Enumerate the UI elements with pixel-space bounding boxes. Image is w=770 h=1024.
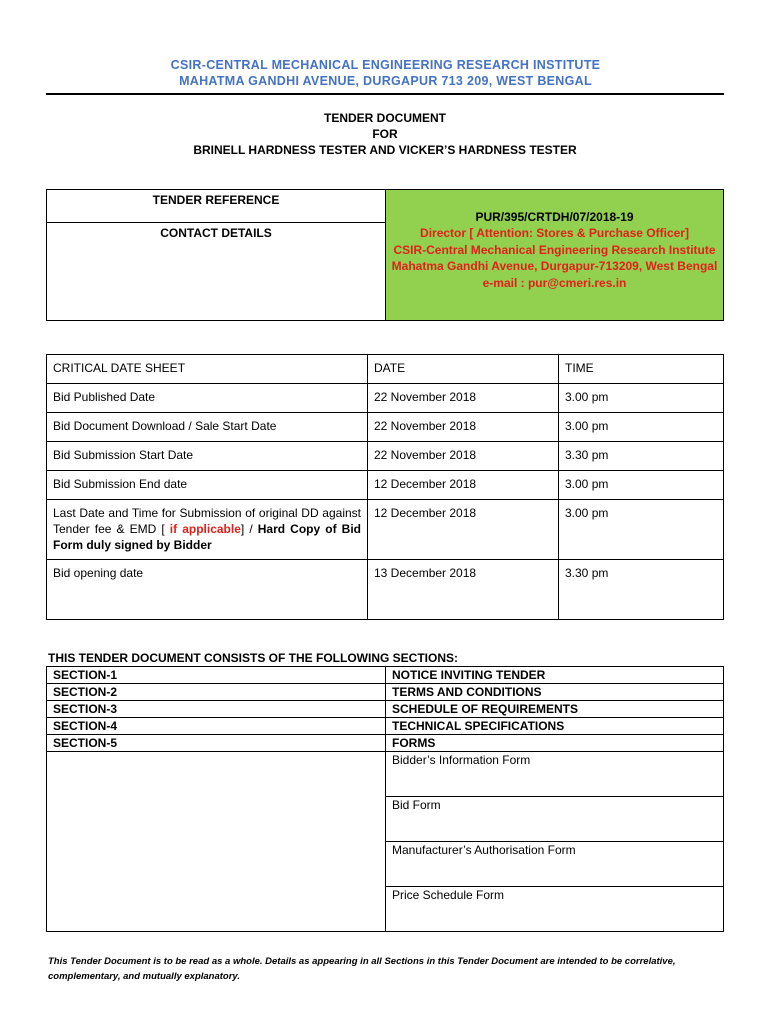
form-bidders-information: Bidder’s Information Form [386,752,724,797]
tender-reference-value: PUR/395/CRTDH/07/2018-19 [475,210,634,224]
section-row [47,667,724,684]
contact-address: Mahatma Gandhi Avenue, Durgapur-713209, West Bengal [391,259,718,274]
institute-name: CSIR-CENTRAL MECHANICAL ENGINEERING RESEARCH INSTITUTE [170,58,601,72]
critical-date-table [46,354,724,620]
section-row [47,684,724,701]
section-name: SECTION-1 [47,667,386,684]
time-cell: 3.30 pm [559,560,724,620]
table-header-row [47,355,724,384]
event-cell: Bid Published Date [47,384,368,413]
section-row [47,735,724,752]
section-name: SECTION-3 [47,701,386,718]
table-row [47,413,724,442]
contact-details-label: CONTACT DETAILS [47,223,386,321]
section-name: SECTION-4 [47,718,386,735]
form-price-schedule: Price Schedule Form [386,887,724,932]
form-bid-form: Bid Form [386,797,724,842]
date-cell: 13 December 2018 [368,560,559,620]
event-cell: Bid Submission End date [47,471,368,500]
form-row [47,752,724,797]
table-row [47,560,724,620]
header-critical-date-sheet: CRITICAL DATE SHEET [47,355,368,384]
contact-organisation: CSIR-Central Mechanical Engineering Research Institute [393,242,716,257]
footer-note: This Tender Document is to be read as a whole. Details as appearing in all Sections in this Tender Document are intended to be correlative, complementary, and mutually explanatory. [48,956,676,982]
doc-title-for: FOR [372,127,398,141]
sections-table [46,666,724,932]
section-row [47,701,724,718]
if-applicable-note: if applicable [169,522,241,536]
reference-table [46,189,724,321]
event-cell: Bid Submission Start Date [47,442,368,471]
contact-attention: Director [ Attention: Stores & Purchase Officer] [420,226,689,241]
time-cell: 3.00 pm [559,413,724,442]
date-cell: 22 November 2018 [368,442,559,471]
contact-details-cell [386,190,724,321]
table-row [47,442,724,471]
section-title: SCHEDULE OF REQUIREMENTS [386,701,724,718]
institute-address: MAHATMA GANDHI AVENUE, DURGAPUR 713 209, WEST BENGAL [179,74,592,88]
event-text-separator: ] / [240,522,253,536]
section-row [47,718,724,735]
sections-heading: THIS TENDER DOCUMENT CONSISTS OF THE FOLLOWING SECTIONS: [48,651,458,665]
header-time: TIME [559,355,724,384]
time-cell: 3.30 pm [559,442,724,471]
section-title: NOTICE INVITING TENDER [386,667,724,684]
doc-title: TENDER DOCUMENT [324,111,446,125]
date-cell: 22 November 2018 [368,384,559,413]
section-name: SECTION-2 [47,684,386,701]
forms-blank-cell [47,752,386,932]
event-text: Last Date and Time for Submission of original DD against Tender fee & EMD [ [53,506,361,536]
header-divider [46,93,724,95]
date-cell: 12 December 2018 [368,500,559,560]
section-name: SECTION-5 [47,735,386,752]
date-cell: 22 November 2018 [368,413,559,442]
time-cell: 3.00 pm [559,384,724,413]
table-row [47,471,724,500]
form-manufacturers-authorisation: Manufacturer’s Authorisation Form [386,842,724,887]
time-cell: 3.00 pm [559,471,724,500]
event-cell: Bid Document Download / Sale Start Date [47,413,368,442]
header-date: DATE [368,355,559,384]
section-title: TERMS AND CONDITIONS [386,684,724,701]
hard-copy-note: Hard Copy of Bid Form duly signed by Bidder [53,522,361,552]
table-row [47,500,724,560]
date-cell: 12 December 2018 [368,471,559,500]
time-cell: 3.00 pm [559,500,724,560]
event-cell-original-submission [47,500,368,560]
section-title: FORMS [386,735,724,752]
doc-subject: BRINELL HARDNESS TESTER AND VICKER’S HARDNESS TESTER [193,143,577,157]
tender-reference-label: TENDER REFERENCE [47,190,386,223]
event-cell: Bid opening date [47,560,368,620]
section-title: TECHNICAL SPECIFICATIONS [386,718,724,735]
contact-email: e-mail : pur@cmeri.res.in [482,275,627,290]
table-row [47,384,724,413]
